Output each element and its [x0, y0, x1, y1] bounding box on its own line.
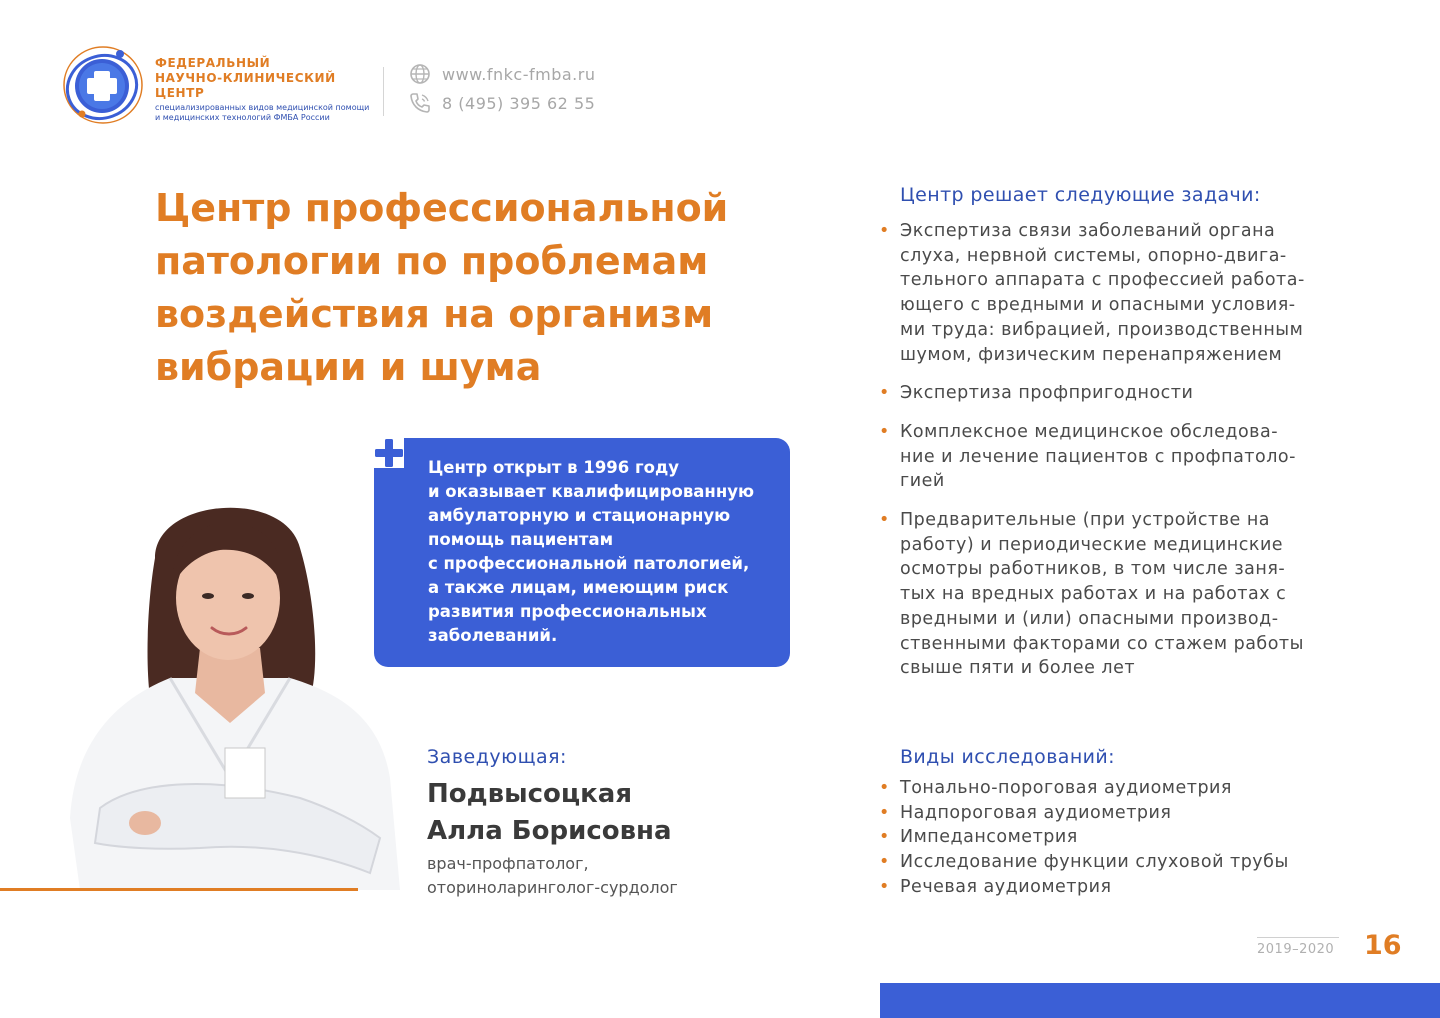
logo-title-line2: НАУЧНО-КЛИНИЧЕСКИЙ ЦЕНТР [155, 71, 336, 100]
header-divider [383, 67, 384, 116]
list-item: • Экспертиза профпригодности [900, 381, 1380, 406]
tasks-heading: Центр решает следующие задачи: [900, 184, 1261, 206]
head-name: Подвысоцкая Алла Борисовна [427, 779, 672, 846]
head-position: врач-профпатолог, оториноларинголог-сурдолог [427, 854, 678, 897]
website-row[interactable] [408, 62, 708, 86]
year-divider [1257, 937, 1339, 938]
list-item: • Комплексное медицинское обследова- ние и лечение пациентов с профпатоло- гией [900, 420, 1380, 494]
logo-subtitle: специализированных видов медицинской помощи и медицинских технологий ФМБА России [155, 103, 370, 122]
logo-text [155, 56, 375, 123]
orange-divider-line [0, 888, 358, 891]
phone-number[interactable]: 8 (495) 395 62 55 [442, 93, 596, 113]
list-item: • Исследование функции слуховой трубы [900, 850, 1380, 875]
year-range: 2019–2020 [1257, 942, 1335, 957]
phone-row[interactable] [408, 91, 708, 115]
page-number: 16 [1364, 930, 1402, 961]
phone-icon [408, 91, 432, 115]
medical-cross-logo-icon [62, 44, 144, 126]
bottom-blue-bar [880, 983, 1440, 1018]
tasks-list [900, 219, 1380, 695]
list-item: • Импедансометрия [900, 825, 1380, 850]
studies-heading: Виды исследований: [900, 746, 1115, 768]
doctor-portrait [60, 478, 400, 890]
list-item: • Надпороговая аудиометрия [900, 801, 1380, 826]
list-item: • Тонально-пороговая аудиометрия [900, 776, 1380, 801]
plus-icon [374, 438, 404, 468]
page-title: Центр профессиональной патологии по проблемам воздействия на организм вибрации и шума [155, 186, 729, 389]
list-item: • Предварительные (при устройстве на работу) и периодические медицинские осмотры работников, в том числе заня- тых на вредных работах и на работах с вредными и (или) опасными производ- ственными факторами со стажем работы свыше пяти и более лет [900, 508, 1380, 681]
list-item: • Речевая аудиометрия [900, 875, 1380, 900]
info-box-text: Центр открыт в 1996 году и оказывает квалифицированную амбулаторную и стационарную помощь пациентам с профессиональной патологией, а также лицам, имеющим риск развития профессиональных заболеваний. [428, 458, 755, 645]
info-box [374, 438, 790, 667]
list-item: • Экспертиза связи заболеваний органа слуха, нервной системы, опорно-двига- тельного аппарата с профессией работа- ющего с вредными и опасными условия- ми труда: вибрацией, производственным шумом, физическим перенапряжением [900, 219, 1380, 367]
globe-icon [408, 62, 432, 86]
head-label: Заведующая: [427, 746, 567, 768]
website-link[interactable]: www.fnkc-fmba.ru [442, 64, 596, 84]
studies-list [900, 776, 1380, 900]
logo-title-line1: ФЕДЕРАЛЬНЫЙ [155, 56, 271, 70]
